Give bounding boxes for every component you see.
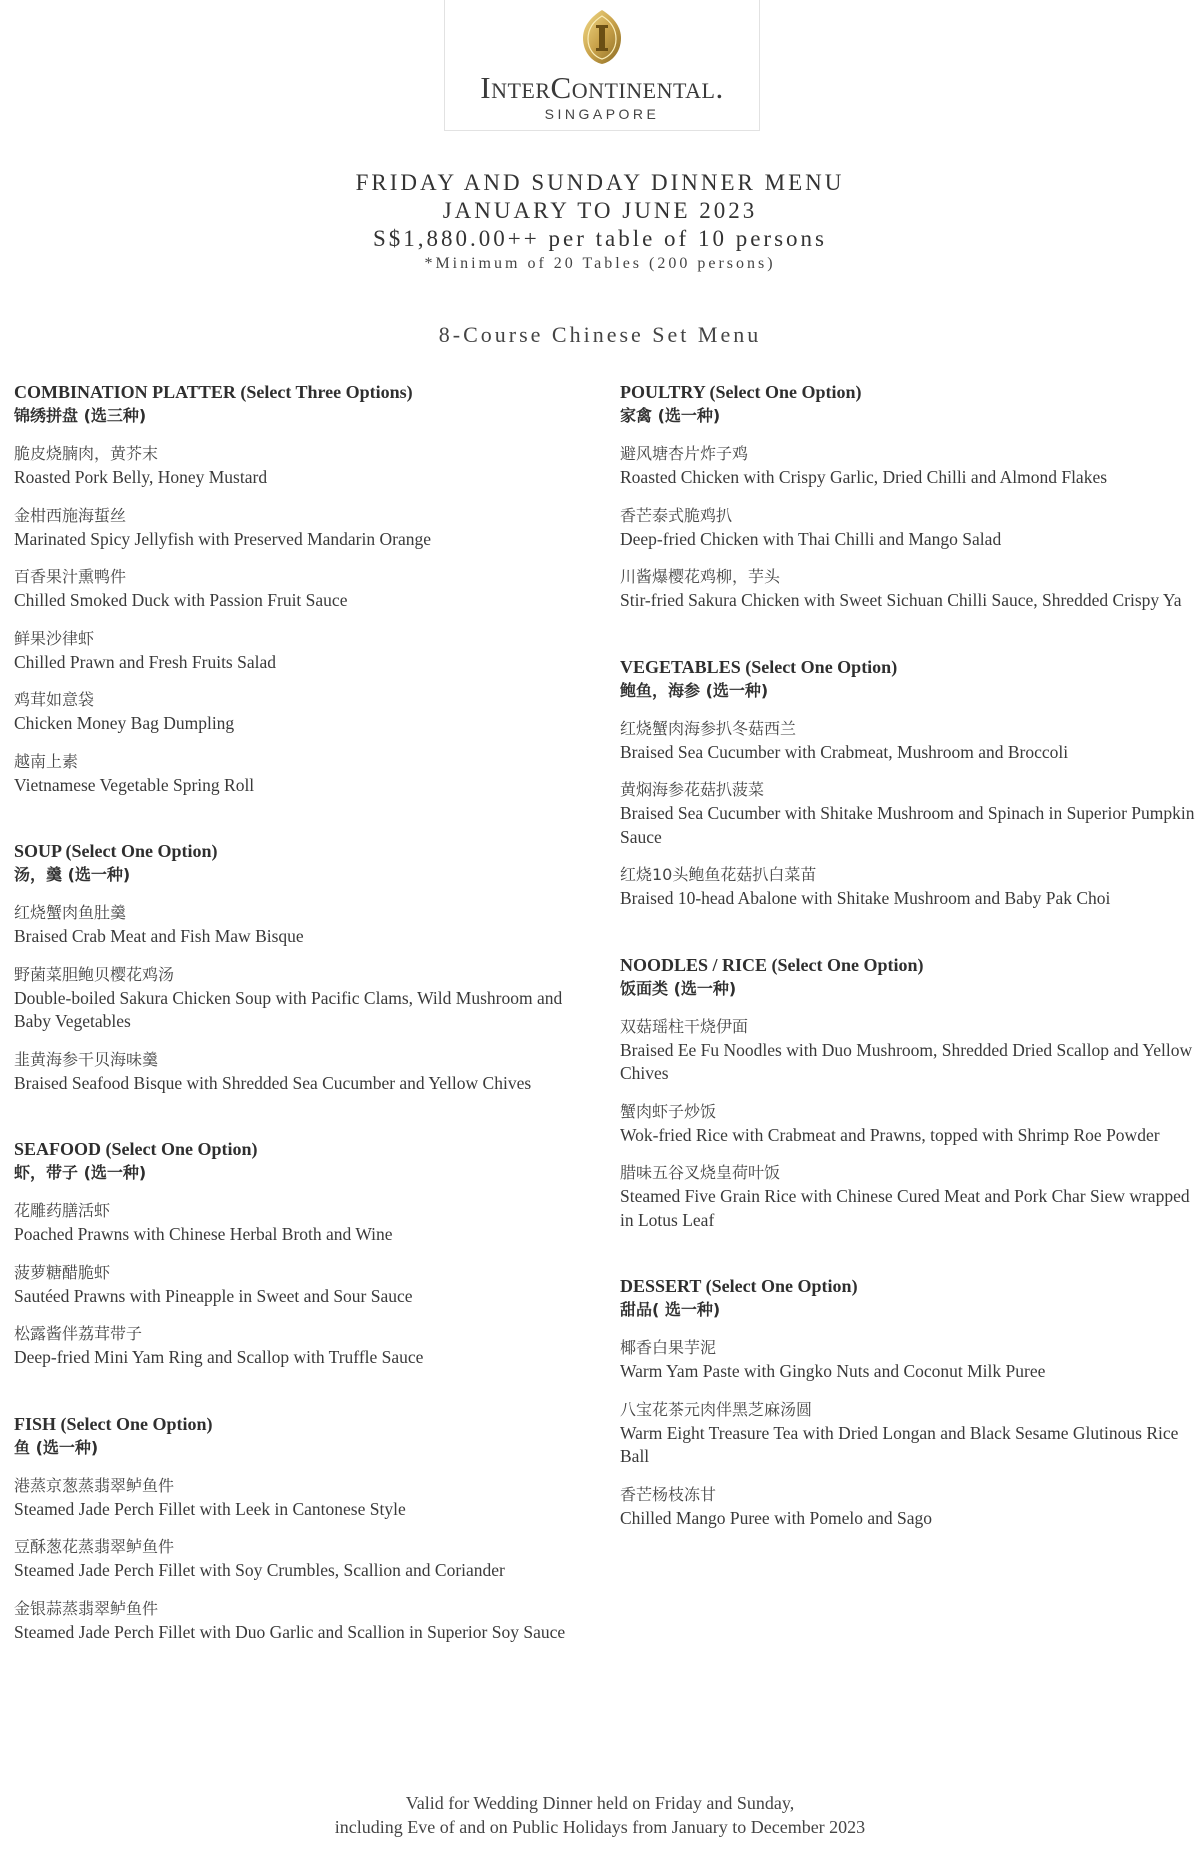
menu-period: JANUARY TO JUNE 2023 [442, 198, 758, 223]
menu-item-en: Chilled Mango Puree with Pomelo and Sago [620, 1507, 933, 1528]
menu-item [620, 1336, 1200, 1384]
menu-item-cn: 金银蒜蒸翡翠鲈鱼件 [14, 1598, 159, 1618]
section-title-cn: 鲍鱼，海参 (选一种) [620, 680, 769, 700]
menu-item [14, 1597, 594, 1645]
menu-item-cn: 松露酱伴荔茸带子 [14, 1324, 143, 1343]
menu-item-cn: 花雕药膳活虾 [14, 1201, 111, 1220]
menu-item [14, 1474, 594, 1522]
section-title-cn: 甜品( 选一种) [620, 1300, 721, 1319]
menu-item-cn: 菠萝糖醋脆虾 [14, 1262, 111, 1282]
menu-item-cn: 双菇瑶柱干烧伊面 [620, 1016, 749, 1036]
section-seafood [14, 1137, 594, 1370]
menu-item-en: Braised Ee Fu Noodles with Duo Mushroom, Shredded Dried Scallop and Yellow Chives [620, 1039, 1193, 1083]
menu-item-en: Wok-fried Rice with Crabmeat and Prawns, topped with Shrimp Roe Powder [620, 1124, 1160, 1145]
menu-item [14, 1535, 594, 1583]
menu-item-cn: 蟹肉虾子炒饭 [620, 1101, 717, 1121]
menu-item-en: Steamed Five Grain Rice with Chinese Cured Meat and Pork Char Siew wrapped in Lotus Leaf [620, 1186, 1190, 1230]
menu-item-cn: 香芒泰式脆鸡扒 [620, 505, 733, 525]
menu-item [14, 901, 594, 949]
menu-item-en: Stir-fried Sakura Chicken with Sweet Sichuan Chilli Sauce, Shredded Crispy Ya [620, 590, 1182, 610]
menu-item-en: Steamed Jade Perch Fillet with Duo Garlic and Scallion in Superior Soy Sauce [14, 1621, 566, 1642]
menu-item [14, 688, 594, 736]
section-fish [14, 1412, 594, 1645]
section-dessert [620, 1274, 1200, 1530]
menu-item-en: Double-boiled Sakura Chicken Soup with Pacific Clams, Wild Mushroom and Baby Vegetables [14, 987, 563, 1031]
menu-item-en: Vietnamese Vegetable Spring Roll [14, 774, 255, 795]
section-poultry [620, 380, 1200, 613]
section-title-cn: 汤，羹 (选一种) [14, 865, 131, 884]
menu-item [14, 1322, 594, 1370]
menu-left-column [14, 380, 594, 1686]
validity-line-2: including Eve of and on Public Holidays from January to December 2023 [334, 1817, 866, 1837]
menu-item-cn: 八宝花茶元肉伴黑芝麻汤圆 [620, 1399, 813, 1419]
menu-item [620, 565, 1200, 613]
hotel-logo [444, 0, 760, 131]
menu-item-en: Roasted Chicken with Crispy Garlic, Dried Chilli and Almond Flakes [620, 467, 1108, 487]
section-title-cn: 饭面类 (选一种) [620, 978, 737, 998]
menu-item-cn: 野菌菜胆鲍贝樱花鸡汤 [14, 964, 175, 984]
menu-item [14, 1048, 594, 1096]
section-title: DESSERT (Select One Option) [620, 1276, 858, 1296]
menu-item-cn: 香芒杨枝冻甘 [620, 1484, 717, 1504]
validity-note [0, 1791, 1200, 1839]
menu-item-cn: 红烧10头鲍鱼花菇扒白菜苗 [620, 865, 817, 884]
menu-item-en: Deep-fried Mini Yam Ring and Scallop with Truffle Sauce [14, 1347, 424, 1367]
section-soup [14, 839, 594, 1095]
menu-item [14, 504, 594, 552]
menu-item-cn: 百香果汁熏鸭件 [14, 567, 127, 586]
menu-item-cn: 韭黄海参干贝海味羹 [14, 1049, 159, 1069]
menu-item-cn: 黄焖海参花菇扒菠菜 [620, 780, 765, 799]
section-title: VEGETABLES (Select One Option) [620, 656, 898, 677]
menu-item-cn: 川酱爆樱花鸡柳，芋头 [620, 567, 781, 586]
hotel-name: InterContinental. [480, 70, 724, 105]
section-title: COMBINATION PLATTER (Select Three Options) [14, 382, 413, 402]
section-title: SOUP (Select One Option) [14, 841, 218, 861]
section-title: NOODLES / RICE (Select One Option) [620, 954, 924, 975]
menu-item-en: Steamed Jade Perch Fillet with Leek in Cantonese Style [14, 1498, 406, 1519]
section-vegetables [620, 655, 1200, 911]
menu-item-cn: 红烧蟹肉鱼肚羹 [14, 903, 127, 922]
menu-item-cn: 脆皮烧腩肉，黄芥末 [14, 444, 159, 463]
menu-item-cn: 豆酥葱花蒸翡翠鲈鱼件 [14, 1537, 175, 1556]
menu-item [14, 1199, 594, 1247]
menu-item [14, 963, 594, 1034]
menu-item-en: Braised Crab Meat and Fish Maw Bisque [14, 926, 304, 946]
menu-item [620, 1161, 1200, 1232]
menu-item [620, 717, 1200, 765]
menu-title: FRIDAY AND SUNDAY DINNER MENU [355, 170, 845, 195]
menu-item [14, 442, 594, 490]
menu-item-cn: 港蒸京葱蒸翡翠鲈鱼件 [14, 1475, 175, 1495]
menu-item-cn: 红烧蟹肉海参扒冬菇西兰 [620, 718, 797, 738]
menu-item-en: Sautéed Prawns with Pineapple in Sweet and Sour Sauce [14, 1285, 413, 1306]
section-combination-platter [14, 380, 594, 797]
section-title: POULTRY (Select One Option) [620, 382, 862, 402]
menu-item-cn: 越南上素 [14, 751, 79, 771]
menu-item [14, 750, 594, 798]
section-title: FISH (Select One Option) [14, 1413, 213, 1434]
menu-course-title: 8-Course Chinese Set Menu [438, 322, 762, 347]
menu-item-cn: 避风塘杏片炸子鸡 [620, 444, 749, 463]
section-title: SEAFOOD (Select One Option) [14, 1139, 258, 1159]
menu-price: S$1,880.00++ per table of 10 persons [373, 226, 827, 251]
menu-item-cn: 鸡茸如意袋 [14, 690, 95, 709]
menu-item [14, 565, 594, 613]
menu-item-en: Chilled Prawn and Fresh Fruits Salad [14, 651, 276, 672]
menu-item-en: Braised Sea Cucumber with Shitake Mushroom and Spinach in Superior Pumpkin Sauce [620, 803, 1195, 847]
menu-item [620, 1483, 1200, 1531]
menu-item [620, 504, 1200, 552]
menu-item [14, 1261, 594, 1309]
intercontinental-gold-emblem-icon [581, 8, 623, 66]
menu-item-en: Braised Sea Cucumber with Crabmeat, Mushroom and Broccoli [620, 741, 1069, 762]
menu-item-cn: 腊味五谷叉烧皇荷叶饭 [620, 1163, 781, 1182]
menu-item [620, 442, 1200, 490]
validity-line-1: Valid for Wedding Dinner held on Friday and Sunday, [405, 1793, 795, 1813]
hotel-location: SINGAPORE [544, 106, 660, 122]
menu-item-en: Warm Yam Paste with Gingko Nuts and Coconut Milk Puree [620, 1361, 1046, 1381]
menu-right-column [620, 380, 1200, 1572]
section-title-cn: 家禽 (选一种) [620, 406, 721, 425]
menu-item-cn: 鲜果沙律虾 [14, 628, 95, 648]
section-noodles-rice [620, 953, 1200, 1233]
menu-item-cn: 金柑西施海蜇丝 [14, 505, 127, 525]
menu-item-en: Chicken Money Bag Dumpling [14, 713, 235, 733]
menu-item-en: Roasted Pork Belly, Honey Mustard [14, 467, 268, 487]
menu-item-en: Poached Prawns with Chinese Herbal Broth and Wine [14, 1224, 393, 1244]
menu-item-en: Marinated Spicy Jellyfish with Preserved Mandarin Orange [14, 528, 431, 549]
menu-item-cn: 椰香白果芋泥 [620, 1338, 717, 1357]
menu-item [14, 627, 594, 675]
menu-item-en: Braised 10-head Abalone with Shitake Mushroom and Baby Pak Choi [620, 888, 1111, 908]
menu-item [620, 1015, 1200, 1086]
menu-item-en: Warm Eight Treasure Tea with Dried Longan and Black Sesame Glutinous Rice Ball [620, 1422, 1179, 1466]
menu-item-en: Deep-fried Chicken with Thai Chilli and Mango Salad [620, 528, 1002, 549]
menu-item-en: Steamed Jade Perch Fillet with Soy Crumbles, Scallion and Coriander [14, 1560, 505, 1580]
menu-item [620, 1398, 1200, 1469]
menu-item-en: Braised Seafood Bisque with Shredded Sea Cucumber and Yellow Chives [14, 1072, 532, 1093]
menu-item-en: Chilled Smoked Duck with Passion Fruit Sauce [14, 590, 348, 610]
menu-item [620, 1100, 1200, 1148]
menu-item [620, 863, 1200, 911]
section-title-cn: 鱼 (选一种) [14, 1437, 99, 1457]
menu-item [620, 778, 1200, 849]
menu-minimum: *Minimum of 20 Tables (200 persons) [424, 255, 776, 272]
section-title-cn: 虾，带子 (选一种) [14, 1163, 147, 1182]
section-title-cn: 锦绣拼盘 (选三种) [14, 406, 147, 425]
